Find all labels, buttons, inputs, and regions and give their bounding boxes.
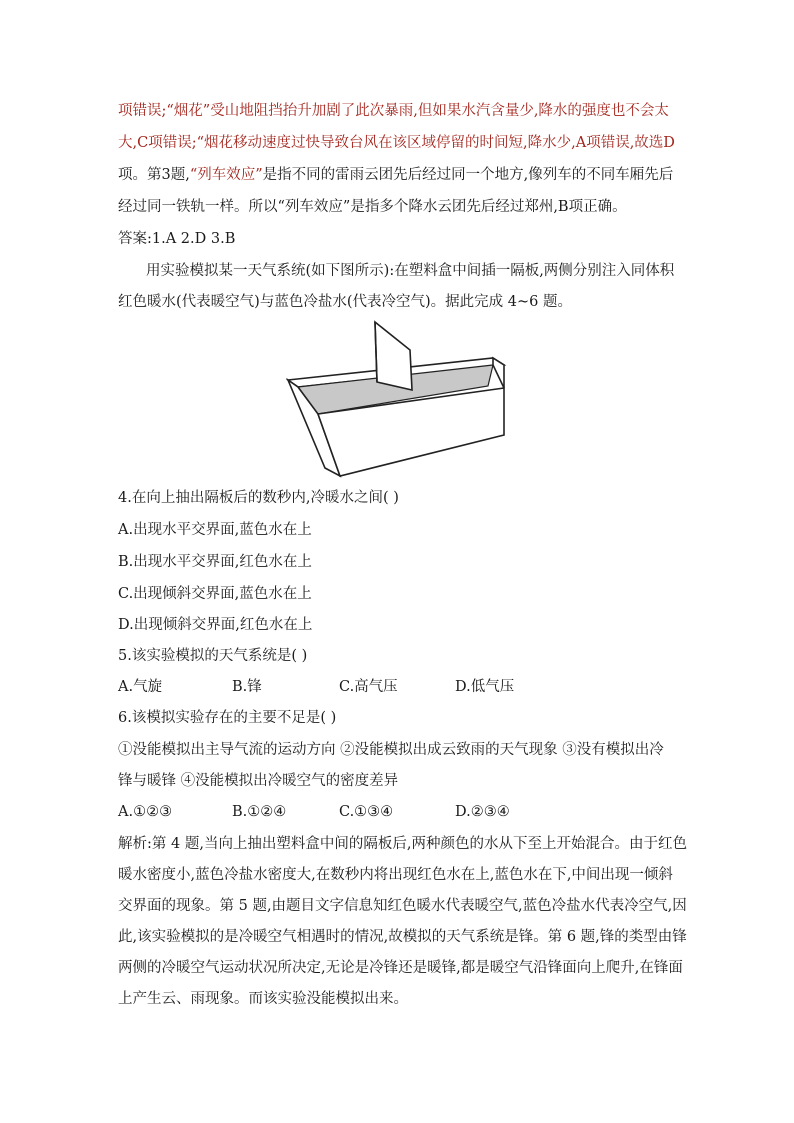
text-run: 项错误; <box>118 103 167 119</box>
q4-option-c: C.出现倾斜交界面,蓝色水在上 <box>118 586 312 602</box>
text-run: “烟花移动速度过快导致台风在该区域停留的时间短,降水少,A项错误,故选D <box>196 135 675 151</box>
q6-statements-line-1: ①没能模拟出主导气流的运动方向 ②没能模拟出成云致雨的天气现象 ③没有模拟出冷 <box>118 742 664 758</box>
q5-option-c: C.高气压 <box>339 679 398 695</box>
q6-stem: 6.该模拟实验存在的主要不足是( ) <box>118 710 337 726</box>
q4-option-a: A.出现水平交界面,蓝色水在上 <box>118 522 312 538</box>
q6-option-a: A.①②③ <box>118 804 173 820</box>
q5-option-a: A.气旋 <box>118 679 163 695</box>
intro-line-2: 红色暖水(代表暖空气)与蓝色冷盐水(代表冷空气)。据此完成 4~6 题。 <box>118 294 572 310</box>
text-run: 大,C项错误; <box>118 135 197 151</box>
intro-line-1: 用实验模拟某一天气系统(如下图所示):在塑料盒中间插一隔板,两侧分别注入同体积 <box>146 263 675 279</box>
q6-option-d: D.②③④ <box>455 804 510 820</box>
analysis-line-6: 上产生云、雨现象。而该实验没能模拟出来。 <box>118 991 408 1007</box>
box-right-wall <box>493 358 504 388</box>
q5-option-b: B.锋 <box>232 679 262 695</box>
analysis-line-4: 此,该实验模拟的是冷暖空气相遇时的情况,故模拟的天气系统是锋。第 6 题,锋的类型由锋 <box>118 929 687 945</box>
text-run: 项。第3题, <box>118 167 190 183</box>
prev-explanation-line-2 <box>118 133 678 153</box>
q6-option-c: C.①③④ <box>339 804 394 820</box>
answer-1-3: 答案:1.A 2.D 3.B <box>118 231 236 247</box>
prev-explanation-line-4: 经过同一铁轨一样。所以“列车效应”是指多个降水云团先后经过郑州,B项正确。 <box>118 199 627 215</box>
prev-explanation-line-3 <box>118 165 678 185</box>
analysis-line-5: 两侧的冷暖空气运动状况所决定,无论是冷锋还是暖锋,都是暖空气沿锋面向上爬升,在锋面 <box>118 960 683 976</box>
prev-explanation-line-1 <box>118 101 678 121</box>
q5-option-d: D.低气压 <box>455 679 515 695</box>
experiment-box-figure <box>280 318 512 480</box>
analysis-line-1: 解析:第 4 题,当向上抽出塑料盒中间的隔板后,两种颜色的水从下至上开始混合。由于红色 <box>118 836 688 852</box>
q4-option-d: D.出现倾斜交界面,红色水在上 <box>118 617 313 633</box>
analysis-line-2: 暖水密度小,蓝色冷盐水密度大,在数秒内将出现红色水在上,蓝色水在下,中间出现一倾斜 <box>118 867 673 883</box>
text-run: “列车效应” <box>189 167 263 183</box>
q4-option-b: B.出现水平交界面,红色水在上 <box>118 554 312 570</box>
q6-option-b: B.①②④ <box>232 804 287 820</box>
text-run: “烟花”受山地阻挡抬升加剧了此次暴雨,但如果水汽含量少,降水的强度也不会太 <box>166 103 669 119</box>
q4-stem: 4.在向上抽出隔板后的数秒内,冷暖水之间( ) <box>118 490 399 506</box>
analysis-line-3: 交界面的现象。第 5 题,由题目文字信息知红色暖水代表暖空气,蓝色冷盐水代表冷空气,因 <box>118 898 687 914</box>
text-run: 是指不同的雷雨云团先后经过同一个地方,像列车的不同车厢先后 <box>262 167 674 183</box>
q6-statements-line-2: 锋与暖锋 ④没能模拟出冷暖空气的密度差异 <box>118 773 399 789</box>
q5-stem: 5.该实验模拟的天气系统是( ) <box>118 648 308 664</box>
divider-board <box>375 322 412 390</box>
